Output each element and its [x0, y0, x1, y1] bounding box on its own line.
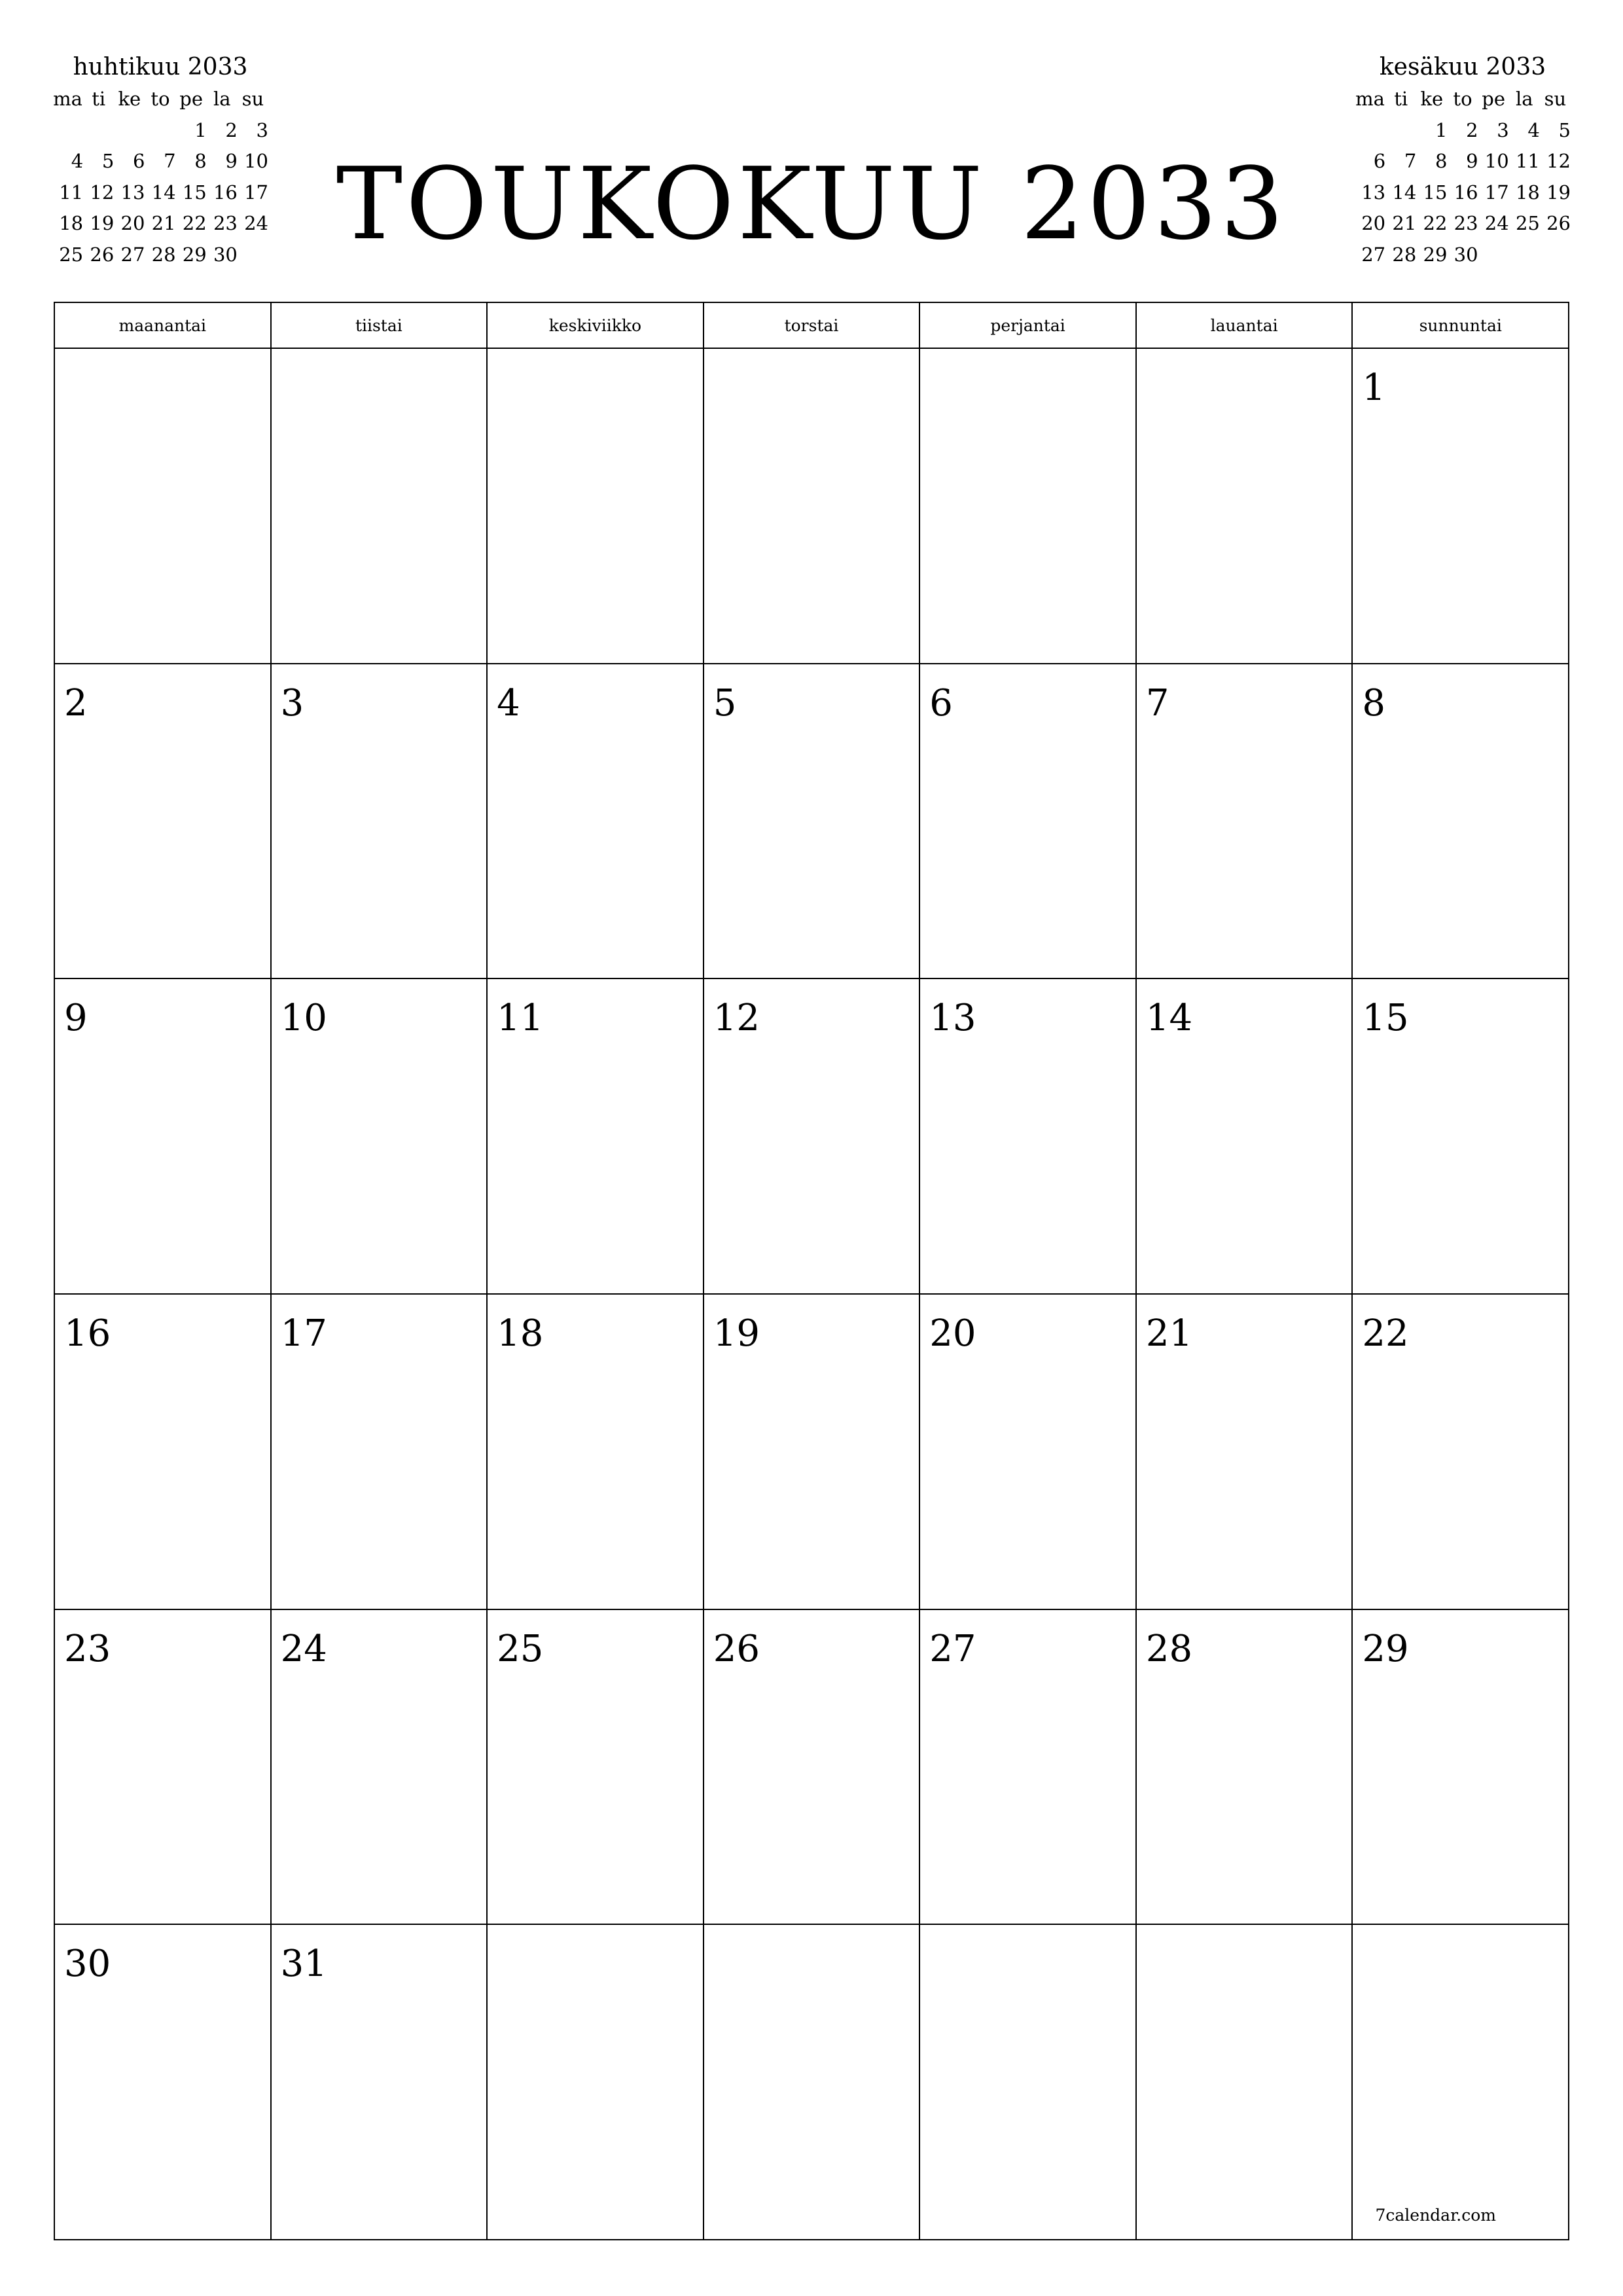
mini-day-number: 1 [1435, 118, 1448, 141]
day-number: 17 [280, 1312, 327, 1355]
day-cell [272, 979, 488, 1295]
day-cell [704, 1925, 921, 2240]
mini-day-number: 25 [1515, 212, 1540, 234]
day-number: 19 [713, 1312, 760, 1355]
day-cell [704, 664, 921, 980]
day-cell [488, 349, 704, 664]
day-number: 28 [1145, 1627, 1193, 1670]
mini-day-number: 1 [194, 118, 207, 141]
day-number: 13 [929, 997, 976, 1040]
weekday-header: lauantai [1137, 303, 1353, 349]
day-cell [1137, 1295, 1353, 1610]
mini-day-number: 24 [244, 212, 268, 234]
mini-day-number: 15 [1423, 181, 1448, 204]
mini-day-number: 11 [1515, 150, 1540, 172]
weekday-header: maanantai [55, 303, 272, 349]
day-cell [55, 664, 272, 980]
mini-day-number: 22 [182, 212, 207, 234]
day-cell [488, 1925, 704, 2240]
day-number: 21 [1145, 1312, 1193, 1355]
day-number: 7 [1145, 681, 1169, 725]
page-title: TOUKOKUU 2033 [336, 146, 1287, 262]
mini-day-number: 27 [120, 243, 145, 266]
day-cell [920, 1610, 1137, 1926]
day-number: 3 [280, 681, 304, 725]
day-cell [488, 664, 704, 980]
mini-weekday-label: la [1515, 88, 1533, 110]
day-number: 27 [929, 1627, 976, 1670]
day-cell [1137, 979, 1353, 1295]
mini-weekday-label: to [1453, 88, 1472, 110]
mini-day-number: 24 [1484, 212, 1509, 234]
mini-day-number: 15 [182, 181, 207, 204]
mini-weekday-label: ti [92, 88, 106, 110]
day-cell [1137, 664, 1353, 980]
weekday-header: perjantai [920, 303, 1137, 349]
weekday-header: tiistai [272, 303, 488, 349]
day-number: 6 [929, 681, 953, 725]
day-cell [488, 979, 704, 1295]
mini-day-number: 23 [213, 212, 238, 234]
weekday-header: keskiviikko [488, 303, 704, 349]
mini-day-number: 20 [120, 212, 145, 234]
mini-day-number: 26 [90, 243, 115, 266]
mini-day-number: 18 [1515, 181, 1540, 204]
day-cell [1353, 349, 1569, 664]
mini-day-number: 11 [59, 181, 84, 204]
mini-day-number [1355, 115, 1385, 147]
day-cell [272, 1925, 488, 2240]
mini-day-number: 21 [151, 212, 176, 234]
mini-weekday-label: su [1544, 88, 1567, 110]
day-cell [1137, 1610, 1353, 1926]
mini-day-number: 8 [1435, 150, 1448, 172]
mini-weekday-label: ti [1394, 88, 1408, 110]
mini-day-number: 23 [1454, 212, 1478, 234]
day-number: 12 [713, 997, 760, 1040]
mini-day-number: 4 [71, 150, 84, 172]
day-number: 11 [497, 997, 544, 1040]
day-cell [55, 1295, 272, 1610]
mini-day-number: 7 [1404, 150, 1417, 172]
day-cell [55, 1610, 272, 1926]
day-cell [920, 1925, 1137, 2240]
mini-day-number: 28 [151, 243, 176, 266]
day-cell [55, 349, 272, 664]
day-cell [920, 349, 1137, 664]
mini-day-number: 18 [59, 212, 84, 234]
day-number: 9 [64, 997, 88, 1040]
day-number: 29 [1362, 1627, 1409, 1670]
mini-day-number: 27 [1361, 243, 1386, 266]
day-cell [1137, 349, 1353, 664]
day-cell [704, 349, 921, 664]
day-cell [920, 664, 1137, 980]
day-cell [920, 1295, 1137, 1610]
mini-day-number: 17 [1484, 181, 1509, 204]
day-number: 18 [497, 1312, 544, 1355]
mini-weekday-label: la [213, 88, 231, 110]
mini-day-number: 21 [1392, 212, 1417, 234]
day-number: 14 [1145, 997, 1193, 1040]
day-cell [1353, 664, 1569, 980]
mini-day-number: 3 [256, 118, 268, 141]
mini-weekday-label: ke [1420, 88, 1444, 110]
month-grid [54, 302, 1569, 2240]
day-number: 31 [280, 1943, 327, 1986]
day-number: 20 [929, 1312, 976, 1355]
mini-day-number: 4 [1527, 118, 1540, 141]
day-cell [1353, 1295, 1569, 1610]
mini-day-number: 14 [1392, 181, 1417, 204]
day-cell [1137, 1925, 1353, 2240]
mini-calendar-next-month [1355, 51, 1571, 270]
weekday-header: torstai [704, 303, 921, 349]
day-cell [1353, 1610, 1569, 1926]
mini-day-number: 13 [120, 181, 145, 204]
mini-day-number: 19 [1546, 181, 1571, 204]
day-number: 16 [64, 1312, 111, 1355]
mini-day-number: 30 [1454, 243, 1478, 266]
footer-link[interactable]: 7calendar.com [1375, 2205, 1496, 2225]
mini-day-number: 17 [244, 181, 268, 204]
mini-day-number: 9 [1466, 150, 1478, 172]
mini-day-number: 3 [1497, 118, 1509, 141]
day-cell [488, 1610, 704, 1926]
mini-day-number: 6 [132, 150, 145, 172]
mini-weekday-label: pe [1482, 88, 1505, 110]
day-number: 4 [497, 681, 520, 725]
mini-weekday-label: ma [53, 88, 82, 110]
day-cell [1353, 1925, 1569, 2240]
mini-day-number [83, 115, 114, 147]
mini-day-number: 10 [244, 150, 268, 172]
mini-weekday-label: ke [118, 88, 141, 110]
day-number: 5 [713, 681, 737, 725]
weekday-header: sunnuntai [1353, 303, 1569, 349]
day-cell [272, 349, 488, 664]
day-cell [55, 1925, 272, 2240]
day-cell [272, 664, 488, 980]
mini-day-number: 12 [90, 181, 115, 204]
mini-day-number [114, 115, 145, 147]
day-number: 23 [64, 1627, 111, 1670]
mini-day-number: 8 [194, 150, 207, 172]
mini-weekday-label: pe [179, 88, 203, 110]
mini-day-number: 19 [90, 212, 115, 234]
day-cell [704, 1610, 921, 1926]
mini-day-number: 10 [1484, 150, 1509, 172]
mini-calendar-title: kesäkuu 2033 [1379, 54, 1546, 81]
mini-day-number: 5 [101, 150, 115, 172]
mini-day-number [52, 115, 83, 147]
mini-day-number [1540, 240, 1571, 271]
mini-calendar-grid [52, 84, 268, 270]
mini-day-number: 29 [182, 243, 207, 266]
day-number: 25 [497, 1627, 544, 1670]
mini-day-number: 13 [1361, 181, 1386, 204]
mini-day-number [1509, 240, 1540, 271]
mini-day-number: 16 [213, 181, 238, 204]
mini-day-number: 6 [1373, 150, 1386, 172]
mini-day-number: 2 [225, 118, 238, 141]
day-cell [55, 979, 272, 1295]
mini-day-number: 16 [1454, 181, 1478, 204]
mini-day-number: 30 [213, 243, 238, 266]
mini-day-number: 22 [1423, 212, 1448, 234]
mini-day-number: 28 [1392, 243, 1417, 266]
mini-day-number: 26 [1546, 212, 1571, 234]
day-number: 24 [280, 1627, 327, 1670]
day-cell [704, 1295, 921, 1610]
mini-day-number: 5 [1558, 118, 1571, 141]
mini-calendar-grid [1355, 84, 1571, 270]
mini-day-number: 9 [225, 150, 238, 172]
mini-day-number [238, 240, 268, 271]
day-cell [704, 979, 921, 1295]
mini-day-number [1478, 240, 1509, 271]
day-cell [1353, 979, 1569, 1295]
mini-day-number: 2 [1466, 118, 1478, 141]
day-number: 10 [280, 997, 327, 1040]
day-number: 8 [1362, 681, 1386, 725]
day-cell [488, 1295, 704, 1610]
day-cell [272, 1610, 488, 1926]
mini-weekday-label: to [151, 88, 170, 110]
mini-day-number: 25 [59, 243, 84, 266]
day-number: 1 [1362, 367, 1386, 409]
mini-day-number [145, 115, 175, 147]
day-cell [920, 979, 1137, 1295]
mini-weekday-label: ma [1355, 88, 1385, 110]
mini-day-number [1385, 115, 1416, 147]
day-number: 22 [1362, 1312, 1409, 1355]
day-number: 26 [713, 1627, 760, 1670]
mini-day-number: 20 [1361, 212, 1386, 234]
mini-weekday-label: su [241, 88, 264, 110]
day-number: 15 [1362, 997, 1409, 1040]
mini-calendar-title: huhtikuu 2033 [73, 54, 248, 81]
mini-day-number: 14 [151, 181, 176, 204]
mini-calendar-previous-month [52, 51, 268, 270]
day-number: 30 [64, 1943, 111, 1986]
day-cell [272, 1295, 488, 1610]
mini-day-number: 7 [164, 150, 176, 172]
mini-day-number: 12 [1546, 150, 1571, 172]
mini-day-number: 29 [1423, 243, 1448, 266]
day-number: 2 [64, 681, 88, 725]
